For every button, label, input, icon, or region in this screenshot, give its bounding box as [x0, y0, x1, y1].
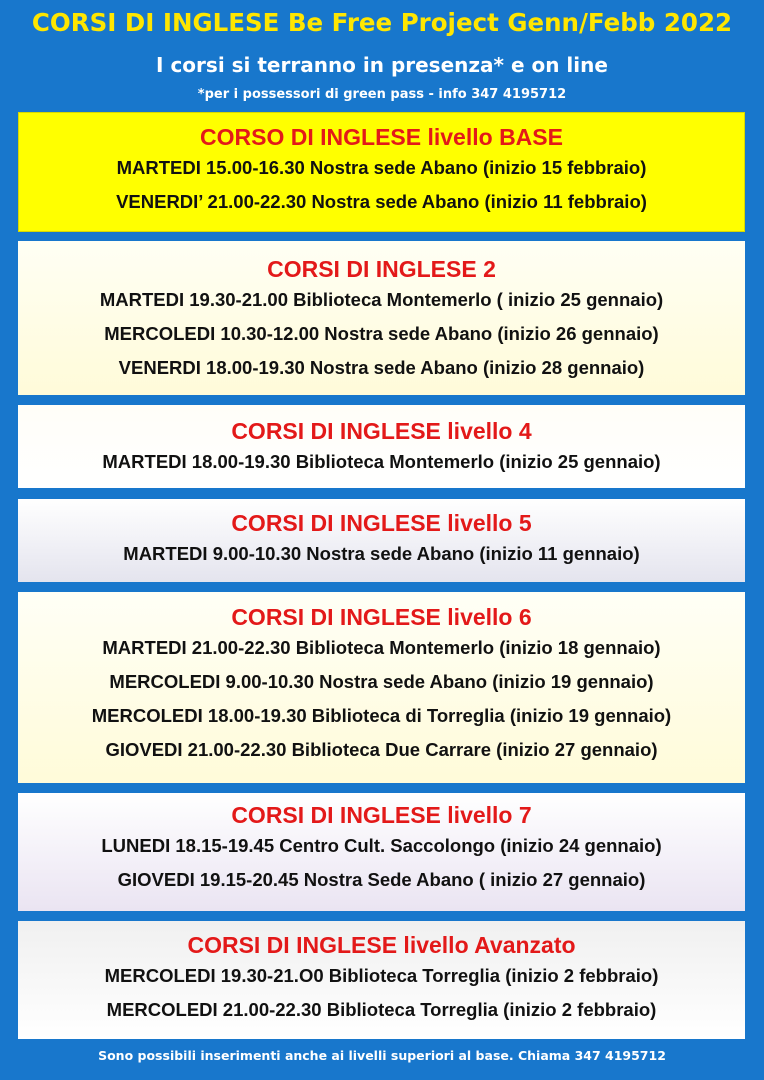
course-schedule-line: MERCOLEDI 18.00-19.30 Biblioteca di Torreglia (inizio 19 gennaio)	[91, 705, 672, 726]
green-pass-note: *per i possessori di green pass - info 347 4195712	[197, 87, 567, 102]
course-title: CORSI DI INGLESE livello 7	[231, 802, 532, 828]
course-schedule-line: MARTEDI 21.00-22.30 Biblioteca Montemerlo (inizio 18 gennaio)	[102, 637, 661, 658]
course-schedule-line: MARTEDI 19.30-21.00 Biblioteca Montemerlo ( inizio 25 gennaio)	[99, 289, 664, 310]
course-schedule-line: LUNEDI 18.15-19.45 Centro Cult. Saccolongo (inizio 24 gennaio)	[101, 835, 662, 856]
course-schedule-line: MERCOLEDI 10.30-12.00 Nostra sede Abano (inizio 26 gennaio)	[104, 323, 659, 344]
course-schedule-line: MERCOLEDI 9.00-10.30 Nostra sede Abano (inizio 19 gennaio)	[109, 671, 654, 692]
page-title: CORSI DI INGLESE Be Free Project Genn/Febb 2022	[31, 8, 733, 37]
footer-contact-note: Sono possibili inserimenti anche ai livelli superiori al base. Chiama 347 4195712	[98, 1048, 666, 1063]
course-schedule-line: MARTEDI 18.00-19.30 Biblioteca Montemerlo (inizio 25 gennaio)	[102, 451, 661, 472]
course-title: CORSI DI INGLESE livello Avanzato	[187, 932, 576, 958]
course-box-base	[18, 112, 745, 232]
course-title: CORSI DI INGLESE livello 5	[231, 510, 532, 536]
course-box-level-5	[18, 499, 745, 582]
course-box-level-6	[18, 592, 745, 783]
course-box-level-2	[18, 241, 745, 395]
page-subtitle: I corsi si terranno in presenza* e on line	[156, 53, 608, 77]
course-box-level-7	[18, 793, 745, 911]
course-schedule-line: MERCOLEDI 19.30-21.O0 Biblioteca Torreglia (inizio 2 febbraio)	[104, 965, 659, 986]
course-title: CORSO DI INGLESE livello BASE	[200, 124, 563, 150]
course-box-advanced	[18, 921, 745, 1039]
course-title: CORSI DI INGLESE livello 6	[231, 604, 532, 630]
course-schedule-line: MARTEDI 15.00-16.30 Nostra sede Abano (inizio 15 febbraio)	[116, 157, 647, 178]
course-schedule-line: VENERDI’ 21.00-22.30 Nostra sede Abano (inizio 11 febbraio)	[116, 191, 647, 212]
course-schedule-line: MARTEDI 9.00-10.30 Nostra sede Abano (inizio 11 gennaio)	[123, 543, 640, 564]
course-schedule-line: VENERDI 18.00-19.30 Nostra sede Abano (inizio 28 gennaio)	[118, 357, 645, 378]
course-schedule-line: MERCOLEDI 21.00-22.30 Biblioteca Torreglia (inizio 2 febbraio)	[106, 999, 657, 1020]
course-title: CORSI DI INGLESE livello 4	[231, 418, 532, 444]
course-title: CORSI DI INGLESE 2	[267, 256, 496, 282]
course-schedule-line: GIOVEDI 21.00-22.30 Biblioteca Due Carrare (inizio 27 gennaio)	[105, 739, 658, 760]
course-schedule-line: GIOVEDI 19.15-20.45 Nostra Sede Abano ( inizio 27 gennaio)	[117, 869, 646, 890]
course-box-level-4	[18, 405, 745, 488]
